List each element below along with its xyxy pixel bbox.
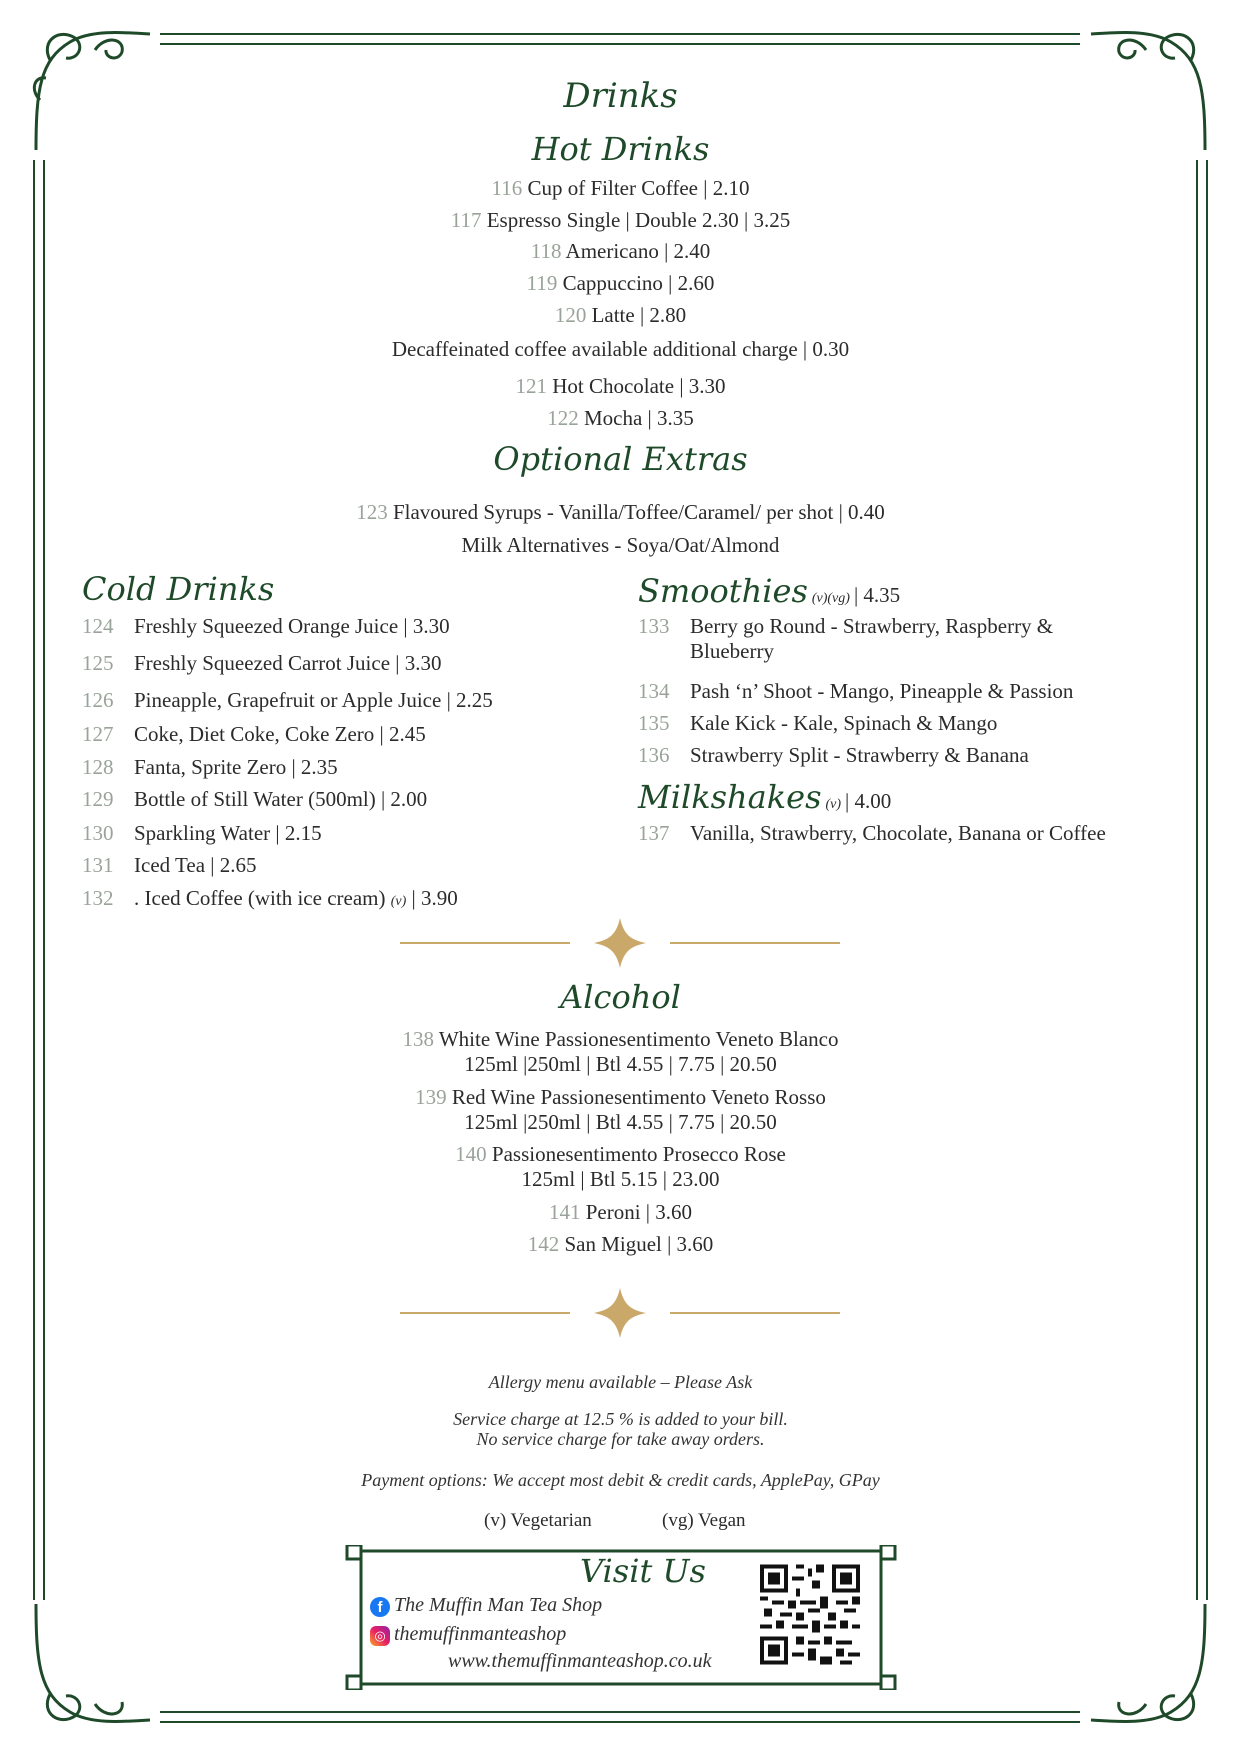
hot-drink-item <box>0 172 1241 204</box>
item-number: 133 <box>638 614 670 638</box>
item-text <box>134 787 427 812</box>
item-number: 140 <box>455 1142 492 1166</box>
legend-vegetarian: (v) Vegetarian <box>484 1510 592 1531</box>
item-text <box>134 821 322 846</box>
item-text: Milk Alternatives - Soya/Oat/Almond <box>461 533 780 557</box>
item-number: 141 <box>548 1200 586 1224</box>
item-number: 123 <box>356 500 393 524</box>
alcohol-item-prices: 125ml |250ml | Btl 4.55 | 7.75 | 20.50 <box>464 1110 777 1134</box>
item-number: 127 <box>82 722 114 746</box>
milkshakes-heading: Milkshakes <box>638 778 822 816</box>
item-text <box>690 679 1073 704</box>
item-text: Decaffeinated coffee available additional charge | 0.30 <box>391 337 850 361</box>
hot-drinks-heading: Hot Drinks <box>531 130 710 168</box>
takeaway-note: No service charge for take away orders. <box>476 1429 765 1449</box>
extra-item <box>0 496 1241 528</box>
item-text: Latte | 2.80 <box>591 303 687 327</box>
optional-extras-heading: Optional Extras <box>493 440 748 478</box>
smoothies-price: | 4.35 <box>853 583 901 607</box>
item-text: Cappuccino | 2.60 <box>562 271 715 295</box>
item-text: Espresso Single | Double 2.30 | 3.25 <box>486 208 791 232</box>
item-number: 118 <box>530 239 566 263</box>
item-text: Passionesentimento Prosecco Rose <box>491 1142 786 1166</box>
hot-drink-item <box>0 402 1241 434</box>
item-name-cont: Blueberry <box>690 639 774 663</box>
milkshakes-price: | 4.00 <box>845 789 892 813</box>
item-name: Fanta, Sprite Zero | 2.35 <box>134 755 338 779</box>
allergy-note: Allergy menu available – Please Ask <box>488 1372 753 1392</box>
item-number: 125 <box>82 651 114 675</box>
item-text: Mocha | 3.35 <box>583 406 694 430</box>
item-text: White Wine Passionesentimento Veneto Blanco <box>438 1027 839 1051</box>
item-number: 126 <box>82 688 114 712</box>
item-text <box>690 711 997 736</box>
item-number: 130 <box>82 821 114 845</box>
item-number: 139 <box>415 1085 452 1109</box>
item-name: Pash ‘n’ Shoot - Mango, Pineapple & Passion <box>690 679 1074 703</box>
item-text: Peroni | 3.60 <box>585 1200 693 1224</box>
extra-item <box>0 529 1241 561</box>
item-name: Freshly Squeezed Orange Juice | 3.30 <box>134 614 450 638</box>
qr-code <box>760 1562 860 1667</box>
item-text <box>134 853 256 878</box>
facebook-icon: f <box>370 1597 390 1617</box>
item-name: Freshly Squeezed Carrot Juice | 3.30 <box>134 651 442 675</box>
item-number: 137 <box>638 821 670 845</box>
item-text: Flavoured Syrups - Vanilla/Toffee/Caramel/ per shot | 0.40 <box>392 500 885 524</box>
item-number: 122 <box>547 406 584 430</box>
item-text <box>134 755 338 780</box>
item-name: Bottle of Still Water (500ml) | 2.00 <box>134 787 428 811</box>
item-number: 124 <box>82 614 114 638</box>
facebook-link[interactable] <box>370 1594 602 1617</box>
item-name: . Iced Coffee (with ice cream) <box>134 886 386 910</box>
item-name: Vanilla, Strawberry, Chocolate, Banana or Coffee <box>690 821 1106 845</box>
diet-tag: (v) <box>390 894 407 909</box>
item-number: 131 <box>82 853 114 877</box>
instagram-label: themuffinmanteashop <box>394 1623 567 1645</box>
smoothies-heading: Smoothies <box>638 572 808 610</box>
item-text <box>134 688 493 713</box>
item-name: Iced Tea | 2.65 <box>134 853 257 877</box>
milkshakes-tag: (v) <box>825 797 842 812</box>
smoothies-tag: (v)(vg) <box>811 591 850 606</box>
alcohol-item-prices: 125ml |250ml | Btl 4.55 | 7.75 | 20.50 <box>464 1052 777 1076</box>
item-number: 134 <box>638 679 670 703</box>
item-number: 119 <box>526 271 563 295</box>
item-text: Red Wine Passionesentimento Veneto Rosso <box>451 1085 826 1109</box>
item-number: 135 <box>638 711 670 735</box>
divider-ornament <box>400 918 840 968</box>
item-number: 142 <box>527 1232 565 1256</box>
item-name: Berry go Round - Strawberry, Raspberry & <box>690 614 1054 638</box>
alcohol-item <box>0 1228 1241 1260</box>
instagram-icon: ◎ <box>370 1626 390 1646</box>
item-name: Coke, Diet Coke, Coke Zero | 2.45 <box>134 722 426 746</box>
item-text: Cup of Filter Coffee | 2.10 <box>527 176 750 200</box>
item-name: Pineapple, Grapefruit or Apple Juice | 2.25 <box>134 688 493 712</box>
service-charge-note: Service charge at 12.5 % is added to your bill. <box>453 1409 788 1429</box>
hot-drink-item <box>0 235 1241 267</box>
cold-drinks-heading: Cold Drinks <box>82 570 275 608</box>
item-name: Strawberry Split - Strawberry & Banana <box>690 743 1029 767</box>
item-number: 116 <box>491 176 528 200</box>
item-text: Hot Chocolate | 3.30 <box>552 374 726 398</box>
page-title: Drinks <box>563 76 678 116</box>
facebook-label: The Muffin Man Tea Shop <box>394 1594 603 1616</box>
item-price: | 3.90 <box>411 886 458 910</box>
item-number: 120 <box>554 303 592 327</box>
item-text <box>134 886 458 911</box>
hot-drink-item <box>0 333 1241 365</box>
divider-ornament-2 <box>400 1288 840 1338</box>
item-text <box>690 743 1029 768</box>
hot-drink-item <box>0 267 1241 299</box>
item-text <box>690 821 1106 846</box>
hot-drink-item <box>0 204 1241 236</box>
visit-us-heading: Visit Us <box>580 1552 706 1590</box>
payment-note: Payment options: We accept most debit & credit cards, ApplePay, GPay <box>361 1470 880 1490</box>
milkshakes-header <box>638 778 891 816</box>
alcohol-item <box>0 1196 1241 1228</box>
hot-drink-item <box>0 299 1241 331</box>
hot-drink-item <box>0 370 1241 402</box>
instagram-link[interactable] <box>370 1623 566 1646</box>
alcohol-heading: Alcohol <box>560 978 681 1016</box>
item-number: 138 <box>402 1027 439 1051</box>
item-number: 129 <box>82 787 114 811</box>
item-text <box>134 722 426 747</box>
item-text: San Miguel | 3.60 <box>564 1232 714 1256</box>
item-number: 128 <box>82 755 114 779</box>
item-number: 132 <box>82 886 114 910</box>
item-name: Kale Kick - Kale, Spinach & Mango <box>690 711 998 735</box>
item-text: Americano | 2.40 <box>565 239 711 263</box>
item-text <box>134 651 441 676</box>
website-link[interactable]: www.themuffinmanteashop.co.uk <box>448 1650 712 1672</box>
item-text <box>134 614 450 639</box>
alcohol-item-prices: 125ml | Btl 5.15 | 23.00 <box>521 1167 720 1191</box>
smoothies-header <box>638 572 900 610</box>
item-number: 136 <box>638 743 670 767</box>
item-number: 117 <box>450 208 487 232</box>
item-number: 121 <box>515 374 553 398</box>
item-name: Sparkling Water | 2.15 <box>134 821 322 845</box>
item-text <box>690 614 1053 664</box>
legend-vegan: (vg) Vegan <box>662 1510 746 1531</box>
